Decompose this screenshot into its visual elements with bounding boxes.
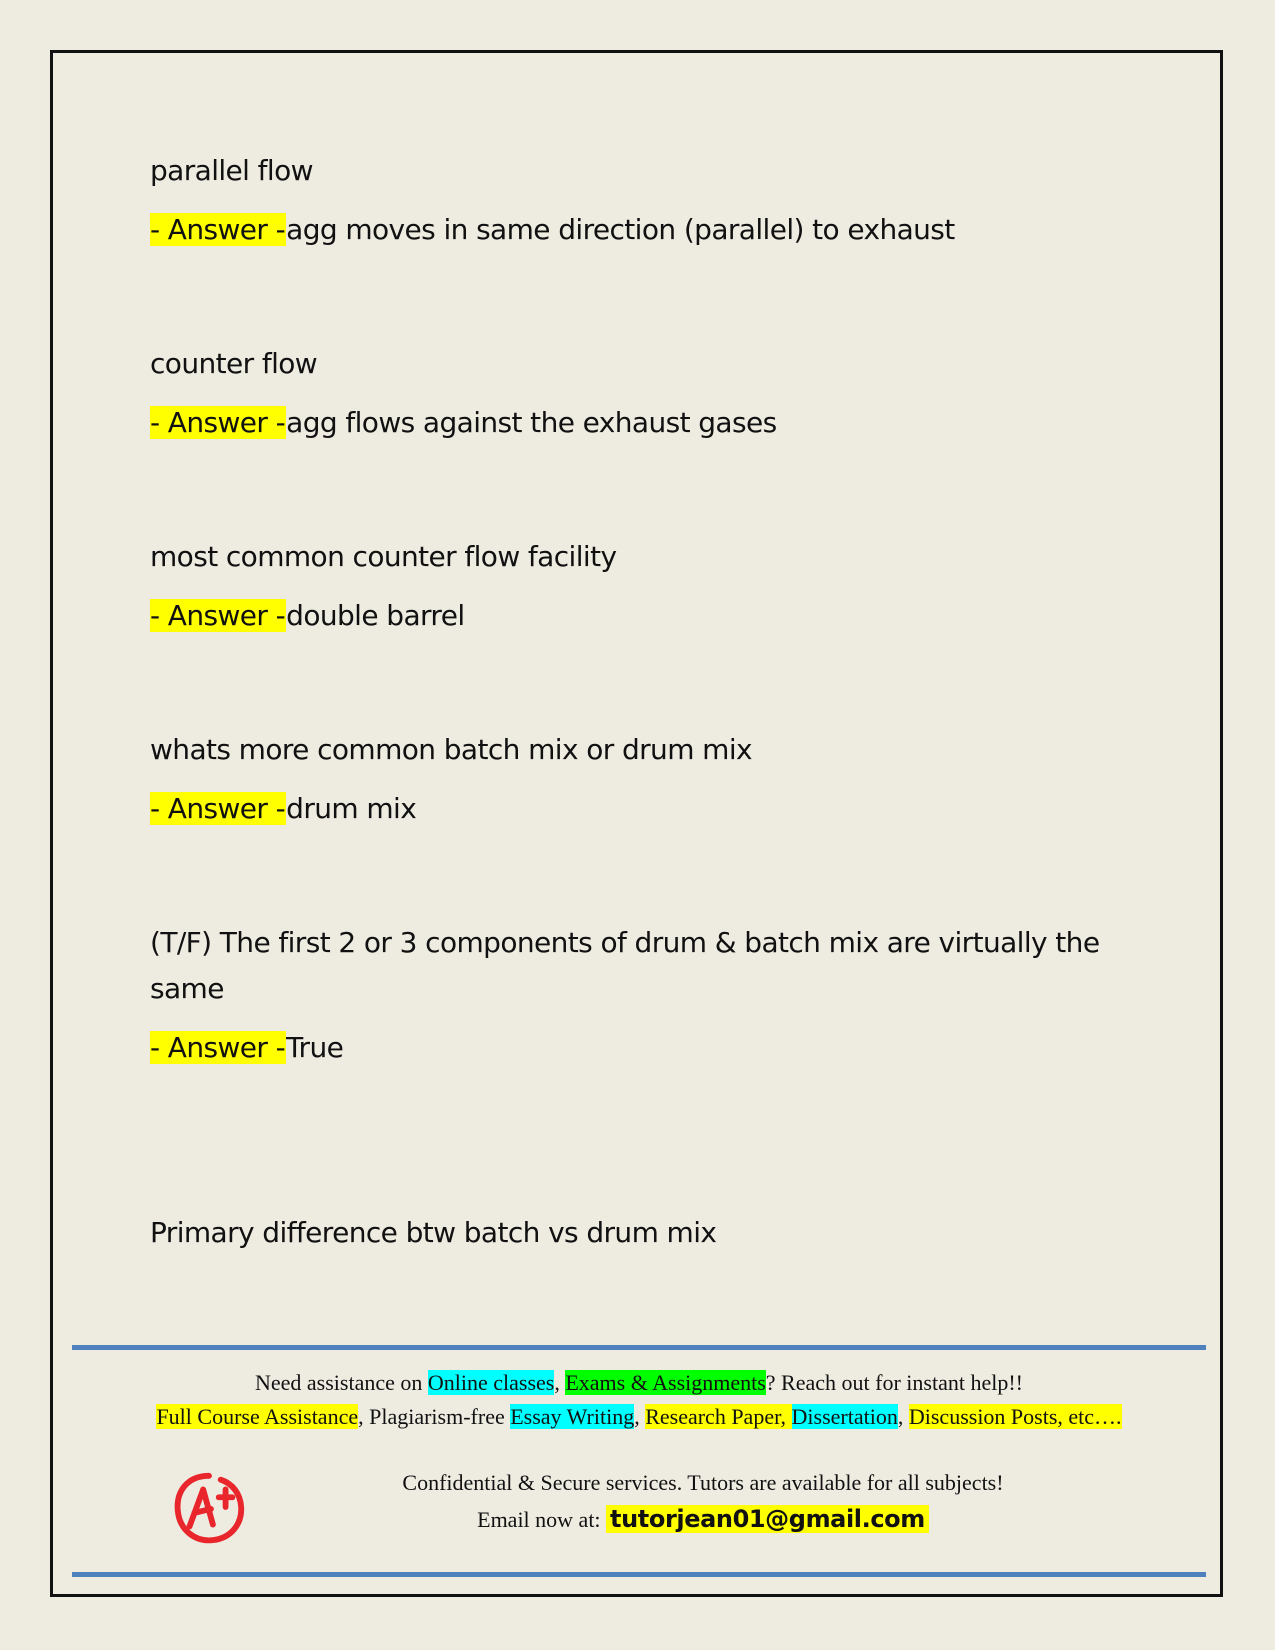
answer-value: agg moves in same direction (parallel) to exhaust — [286, 213, 955, 246]
qa-item-5 — [150, 920, 1120, 1066]
question-text: Primary difference btw batch vs drum mix — [150, 1216, 717, 1249]
answer-prefix-highlight: - Answer - — [150, 406, 286, 439]
highlight-online-classes: Online classes — [427, 1370, 555, 1395]
footer-line-3: Confidential & Secure services. Tutors are available for all subjects! — [402, 1470, 1004, 1495]
footer-line-1 — [72, 1368, 1206, 1398]
highlight-discussion-posts: Discussion Posts, etc…. — [908, 1404, 1122, 1429]
highlight-essay-writing: Essay Writing — [510, 1404, 635, 1429]
highlight-exams-assignments: Exams & Assignments — [565, 1370, 766, 1395]
footer-line-2 — [72, 1402, 1206, 1432]
qa-item-4 — [150, 727, 1120, 827]
footer-text: , — [897, 1404, 909, 1429]
answer-prefix-highlight: - Answer - — [150, 1031, 286, 1064]
question-text: (T/F) The first 2 or 3 components of drum & batch mix are virtually the same — [150, 926, 1100, 1005]
highlight-research-paper: Research Paper, — [645, 1404, 792, 1429]
email-address-link[interactable]: tutorjean01@gmail.com — [606, 1505, 929, 1533]
footer-text: , Plagiarism-free — [358, 1404, 511, 1429]
answer-text — [150, 1030, 1120, 1066]
footer-text: Need assistance on — [254, 1370, 428, 1395]
answer-prefix-highlight: - Answer - — [150, 792, 286, 825]
question-text: counter flow — [150, 347, 318, 380]
answer-value: True — [286, 1031, 344, 1064]
footer-text: ? Reach out for instant help!! — [765, 1370, 1023, 1395]
answer-prefix-highlight: - Answer - — [150, 213, 286, 246]
answer-text — [150, 791, 1120, 827]
email-label: Email now at: — [477, 1507, 607, 1532]
highlight-dissertation: Dissertation — [791, 1404, 898, 1429]
answer-value: double barrel — [286, 599, 465, 632]
highlight-full-course: Full Course Assistance — [156, 1404, 359, 1429]
question-text: most common counter flow facility — [150, 540, 617, 573]
answer-text — [150, 405, 1120, 441]
answer-value: drum mix — [286, 792, 417, 825]
footer-top-rule — [72, 1345, 1206, 1350]
answer-value: agg flows against the exhaust gases — [286, 406, 777, 439]
footer-bottom-rule — [72, 1572, 1206, 1577]
answer-text — [150, 598, 1120, 634]
answer-text — [150, 212, 1120, 248]
question-text: parallel flow — [150, 154, 313, 187]
question-text: whats more common batch mix or drum mix — [150, 733, 753, 766]
footer-text: , — [634, 1404, 646, 1429]
answer-prefix-highlight: - Answer - — [150, 599, 286, 632]
qa-item-6 — [150, 1210, 1120, 1256]
footer-line-4 — [200, 1504, 1206, 1535]
footer-text: , — [554, 1370, 566, 1395]
qa-item-1 — [150, 148, 1120, 248]
qa-item-3 — [150, 534, 1120, 634]
qa-item-2 — [150, 341, 1120, 441]
